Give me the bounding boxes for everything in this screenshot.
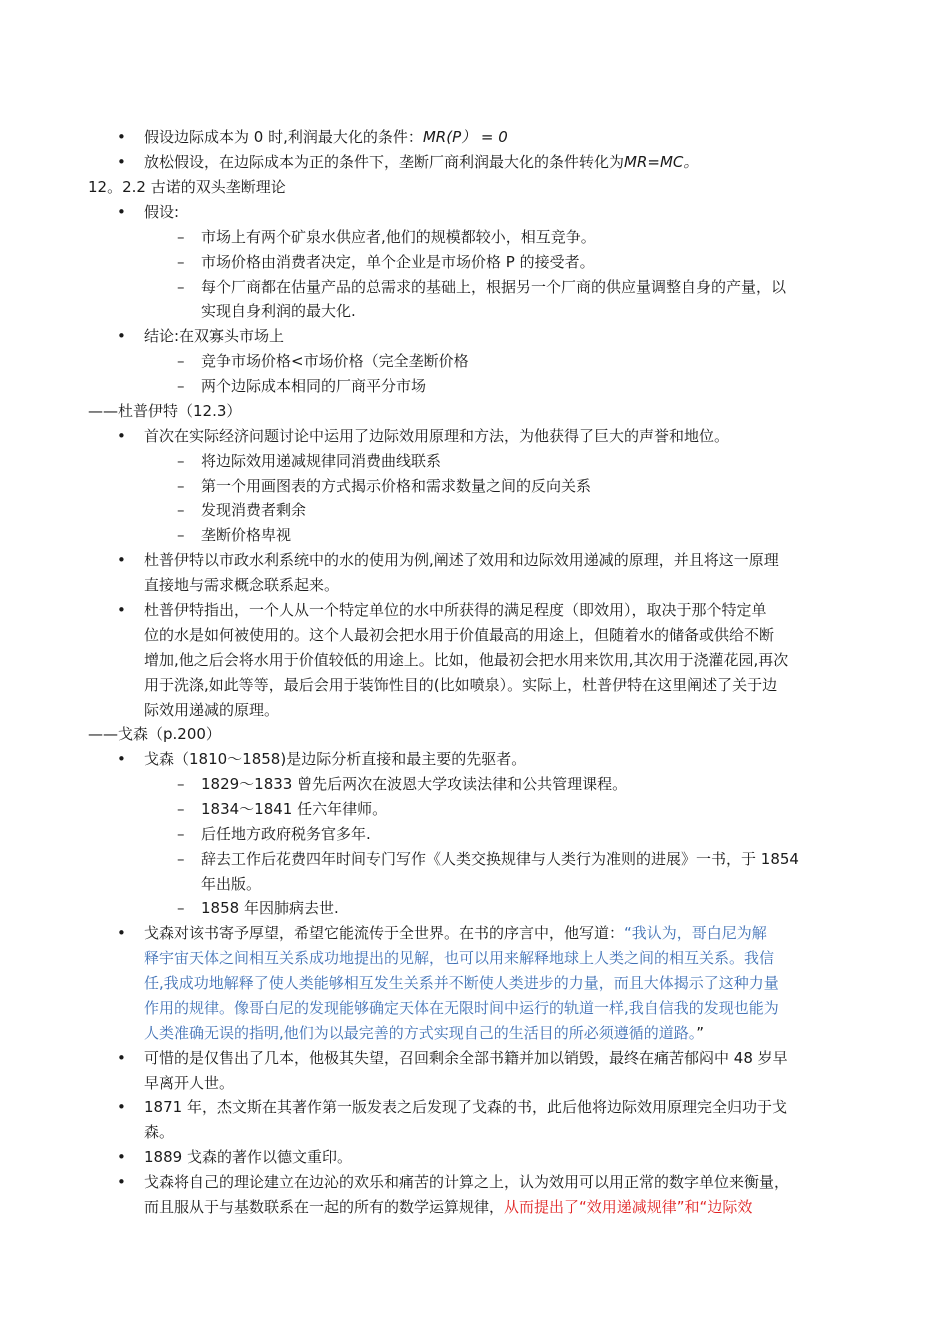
quote-line: 作用的规律。像哥白尼的发现能够确定天体在无限时间中运行的轨道一样,我自信我的发现也能为	[144, 999, 779, 1017]
dash-marker: –	[177, 352, 185, 370]
dash-marker: –	[177, 526, 185, 544]
bullet-marker: •	[117, 1098, 126, 1116]
paragraph-line: 1858 年因肺病去世.	[201, 899, 339, 917]
formula: MR(P） = 0	[422, 128, 508, 146]
dash-marker: –	[177, 278, 185, 296]
bullet-marker: •	[117, 551, 126, 569]
bullet-marker: •	[117, 1173, 126, 1191]
paragraph-line: 第一个用画图表的方式揭示价格和需求数量之间的反向关系	[201, 477, 592, 495]
paragraph-line: 市场上有两个矿泉水供应者,他们的规模都较小，相互竞争。	[201, 228, 596, 246]
emphasis-text: 从而提出了“效用递减规律”和“边际效	[504, 1198, 753, 1216]
paragraph-line: 1871 年，杰文斯在其著作第一版发表之后发现了戈森的书，此后他将边际效用原理完全归功于戈	[144, 1098, 787, 1116]
section-heading: 12。2.2 古诺的双头垄断理论	[88, 178, 286, 196]
dash-marker: –	[177, 825, 185, 843]
dash-marker: –	[177, 377, 185, 395]
quote-text: “我认为，哥白尼为解	[624, 924, 767, 942]
paragraph-line: 1829～1833 曾先后两次在波恩大学攻读法律和公共管理课程。	[201, 775, 628, 793]
quote-line: 任,我成功地解释了使人类能够相互发生关系并不断使人类进步的力量，而且大体揭示了这种力量	[144, 974, 779, 992]
paragraph-line: 可惜的是仅售出了几本，他极其失望，召回剩余全部书籍并加以销毁，最终在痛苦郁闷中 48 岁早	[144, 1049, 788, 1067]
bullet-marker: •	[117, 327, 126, 345]
paragraph-line: 将边际效用递减规律同消费曲线联系	[201, 452, 442, 470]
dash-marker: –	[177, 253, 185, 271]
paragraph-line: 戈森对该书寄予厚望，希望它能流传于全世界。在书的序言中，他写道：“我认为，哥白尼为解	[144, 924, 767, 942]
quote-text: 人类准确无误的指明,他们为以最完善的方式实现自己的生活目的所必须遵循的道路。	[144, 1024, 697, 1042]
paragraph-line: 早离开人世。	[144, 1074, 235, 1092]
paragraph-line: 杜普伊特以市政水利系统中的水的使用为例,阐述了效用和边际效用递减的原理，并且将这一原理	[144, 551, 779, 569]
paragraph-line: 发现消费者剩余	[201, 501, 307, 519]
paragraph-line: 用于洗涤,如此等等，最后会用于装饰性目的(比如喷泉）。实际上，杜普伊特在这里阐述了关于边	[144, 676, 778, 694]
bullet-marker: •	[117, 427, 126, 445]
bullet-marker: •	[117, 924, 126, 942]
dash-marker: –	[177, 452, 185, 470]
paragraph-line: 后任地方政府税务官多年.	[201, 825, 371, 843]
dash-marker: –	[177, 775, 185, 793]
paragraph-line: 市场价格由消费者决定，单个企业是市场价格 P 的接受者。	[201, 253, 595, 271]
paragraph-line: 戈森将自己的理论建立在边沁的欢乐和痛苦的计算之上，认为效用可以用正常的数字单位来衡量，	[144, 1173, 790, 1191]
paragraph-line: 而且服从于与基数联系在一起的所有的数学运算规律，从而提出了“效用递减规律”和“边际效	[144, 1198, 753, 1216]
paragraph-line: 竞争市场价格<市场价格（完全垄断价格	[201, 352, 469, 370]
paragraph-line: 森。	[144, 1123, 175, 1141]
dash-marker: –	[177, 850, 185, 868]
bullet-marker: •	[117, 750, 126, 768]
paragraph-line: 首次在实际经济问题讨论中运用了边际效用原理和方法，为他获得了巨大的声誉和地位。	[144, 427, 730, 445]
paragraph-line: 每个厂商都在估量产品的总需求的基础上，根据另一个厂商的供应量调整自身的产量，以	[201, 278, 787, 296]
paragraph-line: 1834～1841 任六年律师。	[201, 800, 388, 818]
bullet-marker: •	[117, 1148, 126, 1166]
paragraph-line: 辞去工作后花费四年时间专门写作《人类交换规律与人类行为准则的进展》一书，于 1854	[201, 850, 799, 868]
paragraph-line: 人类准确无误的指明,他们为以最完善的方式实现自己的生活目的所必须遵循的道路。”	[144, 1024, 705, 1042]
dash-marker: –	[177, 899, 185, 917]
paragraph-line: 实现自身利润的最大化.	[201, 302, 356, 320]
quote-line: 释宇宙天体之间相互关系成功地提出的见解，也可以用来解释地球上人类之间的相互关系。我信	[144, 949, 775, 967]
paragraph-line: 结论:在双寡头市场上	[144, 327, 285, 345]
paragraph-line: 际效用递减的原理。	[144, 701, 280, 719]
section-heading: ——杜普伊特（12.3）	[88, 402, 242, 420]
paragraph-line: 直接地与需求概念联系起来。	[144, 576, 340, 594]
paragraph-line: 两个边际成本相同的厂商平分市场	[201, 377, 427, 395]
paragraph-line: 假设边际成本为 0 时,利润最大化的条件：MR(P） = 0	[144, 128, 508, 146]
paragraph-line: 戈森（1810～1858)是边际分析直接和最主要的先驱者。	[144, 750, 527, 768]
bullet-marker: •	[117, 153, 126, 171]
paragraph-line: 垄断价格卑视	[201, 526, 292, 544]
bullet-marker: •	[117, 128, 126, 146]
paragraph-line: 位的水是如何被使用的。这个人最初会把水用于价值最高的用途上，但随着水的储备或供给不断	[144, 626, 775, 644]
paragraph-line: 假设:	[144, 203, 180, 221]
dash-marker: –	[177, 477, 185, 495]
dash-marker: –	[177, 800, 185, 818]
bullet-marker: •	[117, 601, 126, 619]
bullet-marker: •	[117, 1049, 126, 1067]
paragraph-line: 1889 戈森的著作以德文重印。	[144, 1148, 352, 1166]
paragraph-line: 杜普伊特指出，一个人从一个特定单位的水中所获得的满足程度（即效用），取决于那个特定单	[144, 601, 767, 619]
section-heading: ——戈森（p.200）	[88, 725, 221, 743]
dash-marker: –	[177, 501, 185, 519]
formula: MR=MC。	[624, 153, 699, 171]
bullet-marker: •	[117, 203, 126, 221]
dash-marker: –	[177, 228, 185, 246]
paragraph-line: 增加,他之后会将水用于价值较低的用途上。比如，他最初会把水用来饮用,其次用于浇灌花园,再次	[144, 651, 789, 669]
paragraph-line: 年出版。	[201, 875, 262, 893]
paragraph-line: 放松假设，在边际成本为正的条件下，垄断厂商利润最大化的条件转化为MR=MC。	[144, 153, 699, 171]
